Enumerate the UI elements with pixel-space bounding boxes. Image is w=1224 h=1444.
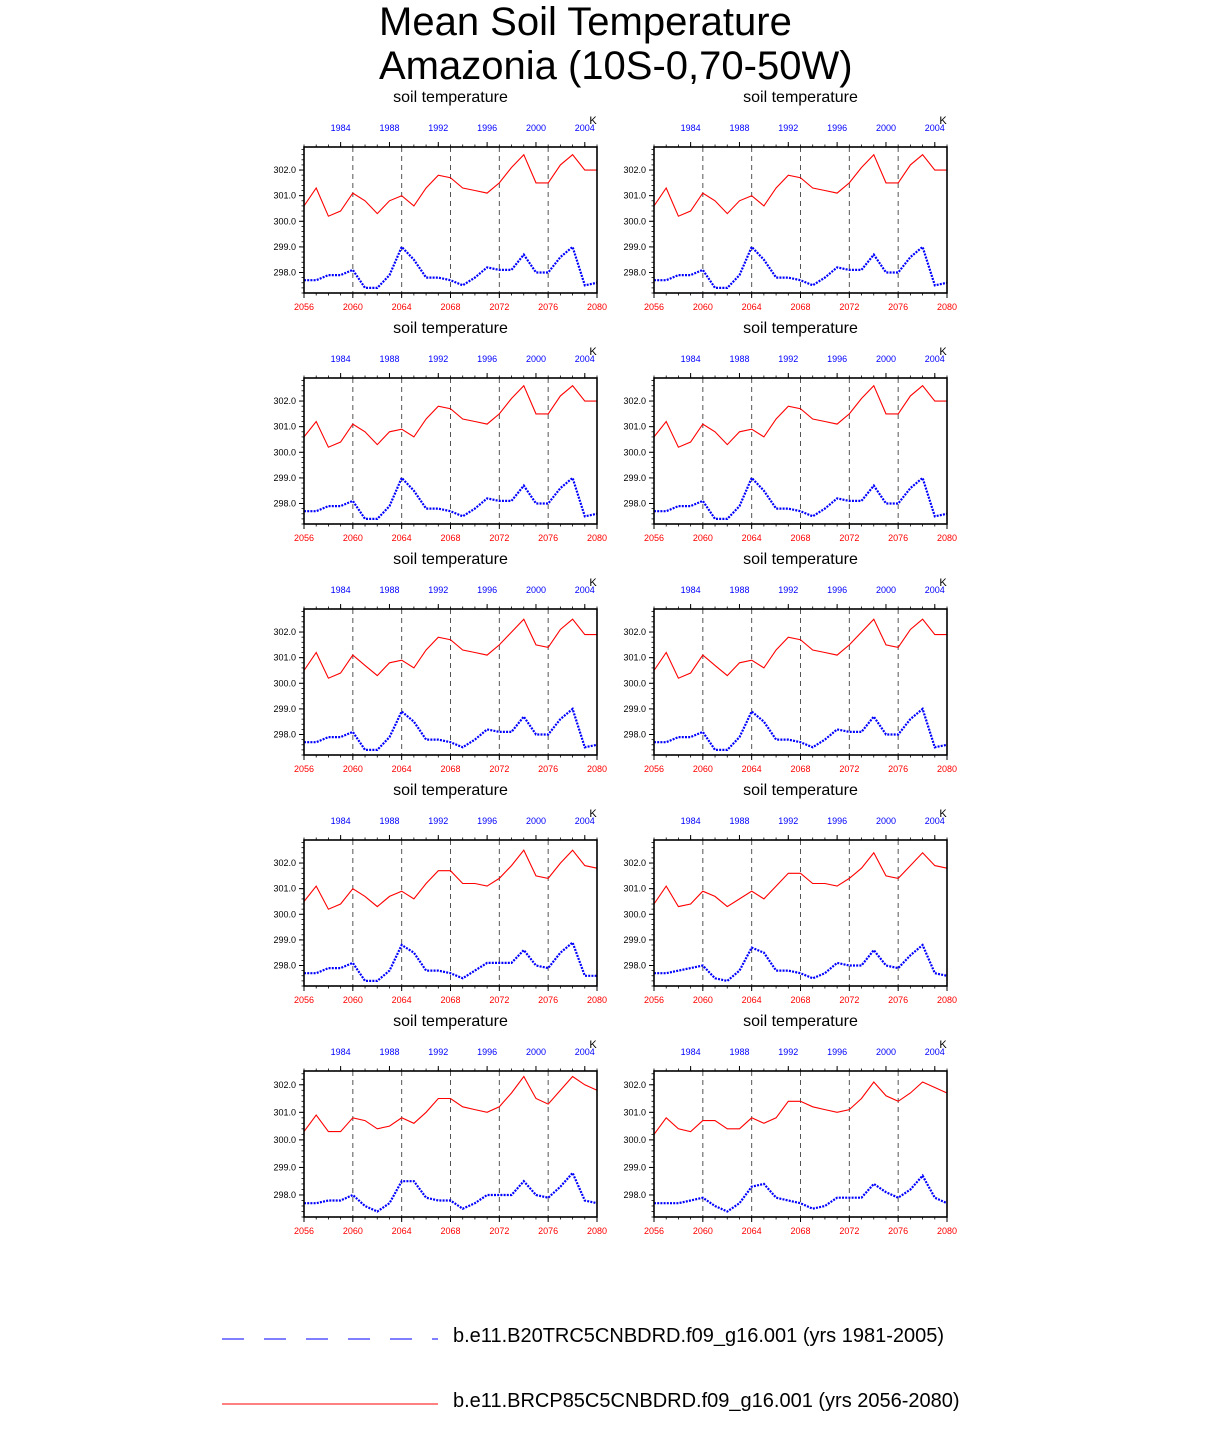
units-label: K: [939, 346, 947, 358]
x-tick-label: 2064: [741, 1226, 762, 1236]
top-tick-label: 1992: [778, 816, 799, 826]
y-tick-label: 299.0: [273, 703, 296, 714]
top-tick-label: 2000: [875, 816, 896, 826]
x-tick-label: 2068: [790, 1226, 811, 1236]
y-tick-label: 300.0: [273, 909, 296, 920]
top-tick-label: 2000: [525, 1047, 546, 1057]
x-tick-label: 2072: [839, 533, 860, 543]
x-tick-label: 2076: [888, 1226, 909, 1236]
units-label: K: [939, 115, 947, 127]
panel-title: soil temperature: [743, 320, 858, 337]
top-tick-label: 1992: [778, 354, 799, 364]
x-tick-label: 2080: [936, 995, 958, 1005]
x-tick-label: 2056: [293, 533, 315, 543]
x-tick-label: 2072: [839, 764, 860, 774]
units-label: K: [589, 577, 597, 589]
top-tick-label: 2000: [525, 123, 546, 133]
x-tick-label: 2068: [440, 764, 461, 774]
top-tick-label: 1992: [778, 1047, 799, 1057]
x-tick-label: 2076: [888, 533, 909, 543]
y-tick-label: 301.0: [273, 883, 296, 894]
top-tick-label: 2004: [924, 816, 945, 826]
x-tick-label: 2064: [391, 764, 412, 774]
top-tick-label: 1984: [680, 1047, 701, 1057]
y-tick-label: 301.0: [623, 1107, 646, 1118]
x-tick-label: 2064: [741, 764, 762, 774]
x-tick-label: 2060: [342, 764, 363, 774]
x-tick-label: 2068: [790, 764, 811, 774]
x-tick-label: 2072: [489, 764, 510, 774]
top-tick-label: 2000: [875, 354, 896, 364]
y-tick-label: 302.0: [273, 165, 296, 176]
units-label: K: [939, 808, 947, 820]
top-tick-label: 1992: [778, 585, 799, 595]
y-tick-label: 302.0: [273, 1079, 296, 1090]
y-tick-label: 298.0: [273, 729, 296, 740]
y-tick-label: 299.0: [623, 472, 646, 483]
x-tick-label: 2080: [936, 533, 958, 543]
y-tick-label: 300.0: [623, 216, 646, 227]
top-tick-label: 2004: [924, 354, 945, 364]
x-tick-label: 2064: [741, 995, 762, 1005]
panel-2: [623, 89, 957, 312]
x-tick-label: 2072: [839, 1226, 860, 1236]
top-tick-label: 2000: [525, 354, 546, 364]
top-tick-label: 1988: [729, 816, 750, 826]
x-tick-label: 2064: [391, 995, 412, 1005]
top-tick-label: 2004: [574, 1047, 595, 1057]
top-tick-label: 2004: [574, 816, 595, 826]
y-tick-label: 299.0: [623, 1162, 646, 1173]
x-tick-label: 2068: [790, 302, 811, 312]
panel-5: [273, 551, 607, 774]
top-tick-label: 2004: [924, 123, 945, 133]
x-tick-label: 2080: [936, 764, 958, 774]
x-tick-label: 2068: [440, 1226, 461, 1236]
y-tick-label: 300.0: [273, 678, 296, 689]
y-tick-label: 301.0: [623, 190, 646, 201]
top-tick-label: 1996: [827, 1047, 848, 1057]
y-tick-label: 298.0: [623, 729, 646, 740]
y-tick-label: 299.0: [273, 472, 296, 483]
x-tick-label: 2068: [790, 533, 811, 543]
x-tick-label: 2064: [741, 533, 762, 543]
x-tick-label: 2080: [936, 302, 958, 312]
top-tick-label: 2000: [525, 585, 546, 595]
top-tick-label: 1992: [428, 585, 449, 595]
y-tick-label: 301.0: [623, 652, 646, 663]
top-tick-label: 2000: [875, 585, 896, 595]
top-tick-label: 1984: [330, 123, 351, 133]
top-tick-label: 1988: [729, 1047, 750, 1057]
x-tick-label: 2076: [538, 1226, 559, 1236]
top-tick-label: 1992: [778, 123, 799, 133]
top-tick-label: 1988: [729, 354, 750, 364]
x-tick-label: 2068: [440, 533, 461, 543]
top-tick-label: 2004: [574, 585, 595, 595]
x-tick-label: 2076: [888, 302, 909, 312]
top-tick-label: 1988: [379, 816, 400, 826]
top-tick-label: 1984: [330, 354, 351, 364]
y-tick-label: 300.0: [273, 1134, 296, 1145]
top-tick-label: 1996: [827, 354, 848, 364]
top-tick-label: 1988: [729, 123, 750, 133]
x-tick-label: 2072: [489, 302, 510, 312]
top-tick-label: 1988: [729, 585, 750, 595]
x-tick-label: 2072: [489, 995, 510, 1005]
units-label: K: [589, 1039, 597, 1051]
panel-title: soil temperature: [393, 89, 508, 106]
x-tick-label: 2056: [643, 1226, 665, 1236]
x-tick-label: 2056: [643, 995, 665, 1005]
legend-swatch-future: [222, 1394, 442, 1414]
x-tick-label: 2076: [538, 302, 559, 312]
x-tick-label: 2076: [888, 764, 909, 774]
y-tick-label: 300.0: [623, 1134, 646, 1145]
top-tick-label: 2004: [574, 354, 595, 364]
y-tick-label: 301.0: [273, 421, 296, 432]
x-tick-label: 2060: [342, 995, 363, 1005]
panel-title: soil temperature: [393, 551, 508, 568]
panel-6: [623, 551, 957, 774]
panel-4: [623, 320, 957, 543]
top-tick-label: 1996: [827, 816, 848, 826]
top-tick-label: 1992: [428, 1047, 449, 1057]
y-tick-label: 298.0: [623, 960, 646, 971]
x-tick-label: 2072: [839, 995, 860, 1005]
top-tick-label: 1996: [827, 585, 848, 595]
legend-label-future: b.e11.BRCP85C5CNBDRD.f09_g16.001 (yrs 2056-2080): [453, 1390, 960, 1412]
panel-title: soil temperature: [743, 1013, 858, 1030]
top-tick-label: 2000: [525, 816, 546, 826]
x-tick-label: 2064: [741, 302, 762, 312]
x-tick-label: 2072: [489, 533, 510, 543]
x-tick-label: 2080: [586, 533, 608, 543]
y-tick-label: 299.0: [623, 703, 646, 714]
y-tick-label: 302.0: [273, 627, 296, 638]
y-tick-label: 298.0: [623, 1189, 646, 1200]
top-tick-label: 1984: [680, 123, 701, 133]
y-tick-label: 299.0: [273, 241, 296, 252]
top-tick-label: 1984: [330, 585, 351, 595]
top-tick-label: 1996: [827, 123, 848, 133]
x-tick-label: 2060: [692, 302, 713, 312]
x-tick-label: 2060: [692, 995, 713, 1005]
x-tick-label: 2080: [586, 1226, 608, 1236]
x-tick-label: 2080: [586, 302, 608, 312]
top-tick-label: 2004: [574, 123, 595, 133]
x-tick-label: 2080: [586, 764, 608, 774]
y-tick-label: 300.0: [623, 447, 646, 458]
x-tick-label: 2064: [391, 533, 412, 543]
panel-title: soil temperature: [743, 551, 858, 568]
x-tick-label: 2076: [888, 995, 909, 1005]
top-tick-label: 1996: [477, 354, 498, 364]
x-tick-label: 2060: [342, 1226, 363, 1236]
units-label: K: [589, 115, 597, 127]
x-tick-label: 2056: [293, 302, 315, 312]
top-tick-label: 1988: [379, 354, 400, 364]
top-tick-label: 2000: [875, 1047, 896, 1057]
y-tick-label: 301.0: [623, 421, 646, 432]
y-tick-label: 300.0: [623, 909, 646, 920]
top-tick-label: 1984: [330, 816, 351, 826]
panel-title: soil temperature: [743, 89, 858, 106]
y-tick-label: 302.0: [623, 858, 646, 869]
x-tick-label: 2056: [643, 764, 665, 774]
chart-title-line-2: Amazonia (10S-0,70-50W): [379, 44, 853, 88]
top-tick-label: 1996: [477, 1047, 498, 1057]
y-tick-label: 301.0: [273, 190, 296, 201]
top-tick-label: 1984: [680, 816, 701, 826]
y-tick-label: 300.0: [273, 216, 296, 227]
x-tick-label: 2060: [342, 533, 363, 543]
panel-8: [623, 782, 957, 1005]
y-tick-label: 300.0: [623, 678, 646, 689]
top-tick-label: 2000: [875, 123, 896, 133]
panel-title: soil temperature: [393, 782, 508, 799]
y-tick-label: 302.0: [623, 1079, 646, 1090]
y-tick-label: 302.0: [623, 627, 646, 638]
x-tick-label: 2068: [440, 995, 461, 1005]
y-tick-label: 299.0: [623, 934, 646, 945]
y-tick-label: 298.0: [273, 1189, 296, 1200]
panel-title: soil temperature: [743, 782, 858, 799]
x-tick-label: 2068: [790, 995, 811, 1005]
top-tick-label: 1988: [379, 1047, 400, 1057]
y-tick-label: 298.0: [273, 267, 296, 278]
units-label: K: [589, 808, 597, 820]
panel-1: [273, 89, 607, 312]
units-label: K: [589, 346, 597, 358]
legend-swatch-historical: [222, 1329, 442, 1349]
x-tick-label: 2060: [692, 764, 713, 774]
y-tick-label: 298.0: [273, 498, 296, 509]
x-tick-label: 2080: [586, 995, 608, 1005]
x-tick-label: 2064: [391, 302, 412, 312]
x-tick-label: 2076: [538, 533, 559, 543]
top-tick-label: 1996: [477, 123, 498, 133]
top-tick-label: 1988: [379, 123, 400, 133]
y-tick-label: 301.0: [273, 652, 296, 663]
top-tick-label: 1996: [477, 816, 498, 826]
top-tick-label: 1992: [428, 816, 449, 826]
legend-item-future: [222, 1390, 1022, 1414]
x-tick-label: 2064: [391, 1226, 412, 1236]
x-tick-label: 2060: [342, 302, 363, 312]
top-tick-label: 1996: [477, 585, 498, 595]
x-tick-label: 2056: [643, 302, 665, 312]
x-tick-label: 2076: [538, 995, 559, 1005]
y-tick-label: 302.0: [273, 396, 296, 407]
top-tick-label: 1988: [379, 585, 400, 595]
x-tick-label: 2056: [293, 995, 315, 1005]
units-label: K: [939, 577, 947, 589]
x-tick-label: 2076: [538, 764, 559, 774]
top-tick-label: 1984: [680, 585, 701, 595]
top-tick-label: 1992: [428, 123, 449, 133]
top-tick-label: 1984: [330, 1047, 351, 1057]
panel-9: [273, 1013, 607, 1236]
x-tick-label: 2056: [293, 1226, 315, 1236]
y-tick-label: 302.0: [623, 165, 646, 176]
panel-title: soil temperature: [393, 1013, 508, 1030]
top-tick-label: 1992: [428, 354, 449, 364]
panel-title: soil temperature: [393, 320, 508, 337]
y-tick-label: 298.0: [273, 960, 296, 971]
y-tick-label: 301.0: [623, 883, 646, 894]
units-label: K: [939, 1039, 947, 1051]
x-tick-label: 2068: [440, 302, 461, 312]
x-tick-label: 2072: [489, 1226, 510, 1236]
x-tick-label: 2080: [936, 1226, 958, 1236]
x-tick-label: 2056: [293, 764, 315, 774]
x-tick-label: 2072: [839, 302, 860, 312]
top-tick-label: 2004: [924, 585, 945, 595]
y-tick-label: 302.0: [623, 396, 646, 407]
top-tick-label: 1984: [680, 354, 701, 364]
y-tick-label: 298.0: [623, 498, 646, 509]
y-tick-label: 302.0: [273, 858, 296, 869]
y-tick-label: 301.0: [273, 1107, 296, 1118]
panel-10: [623, 1013, 957, 1236]
panel-7: [273, 782, 607, 1005]
y-tick-label: 300.0: [273, 447, 296, 458]
chart-title-line-1: Mean Soil Temperature: [379, 0, 792, 44]
y-tick-label: 299.0: [273, 934, 296, 945]
legend-item-historical: [222, 1325, 1022, 1349]
panel-3: [273, 320, 607, 543]
top-tick-label: 2004: [924, 1047, 945, 1057]
x-tick-label: 2056: [643, 533, 665, 543]
legend-label-historical: b.e11.B20TRC5CNBDRD.f09_g16.001 (yrs 1981-2005): [453, 1325, 945, 1347]
y-tick-label: 298.0: [623, 267, 646, 278]
y-tick-label: 299.0: [273, 1162, 296, 1173]
x-tick-label: 2060: [692, 533, 713, 543]
x-tick-label: 2060: [692, 1226, 713, 1236]
y-tick-label: 299.0: [623, 241, 646, 252]
